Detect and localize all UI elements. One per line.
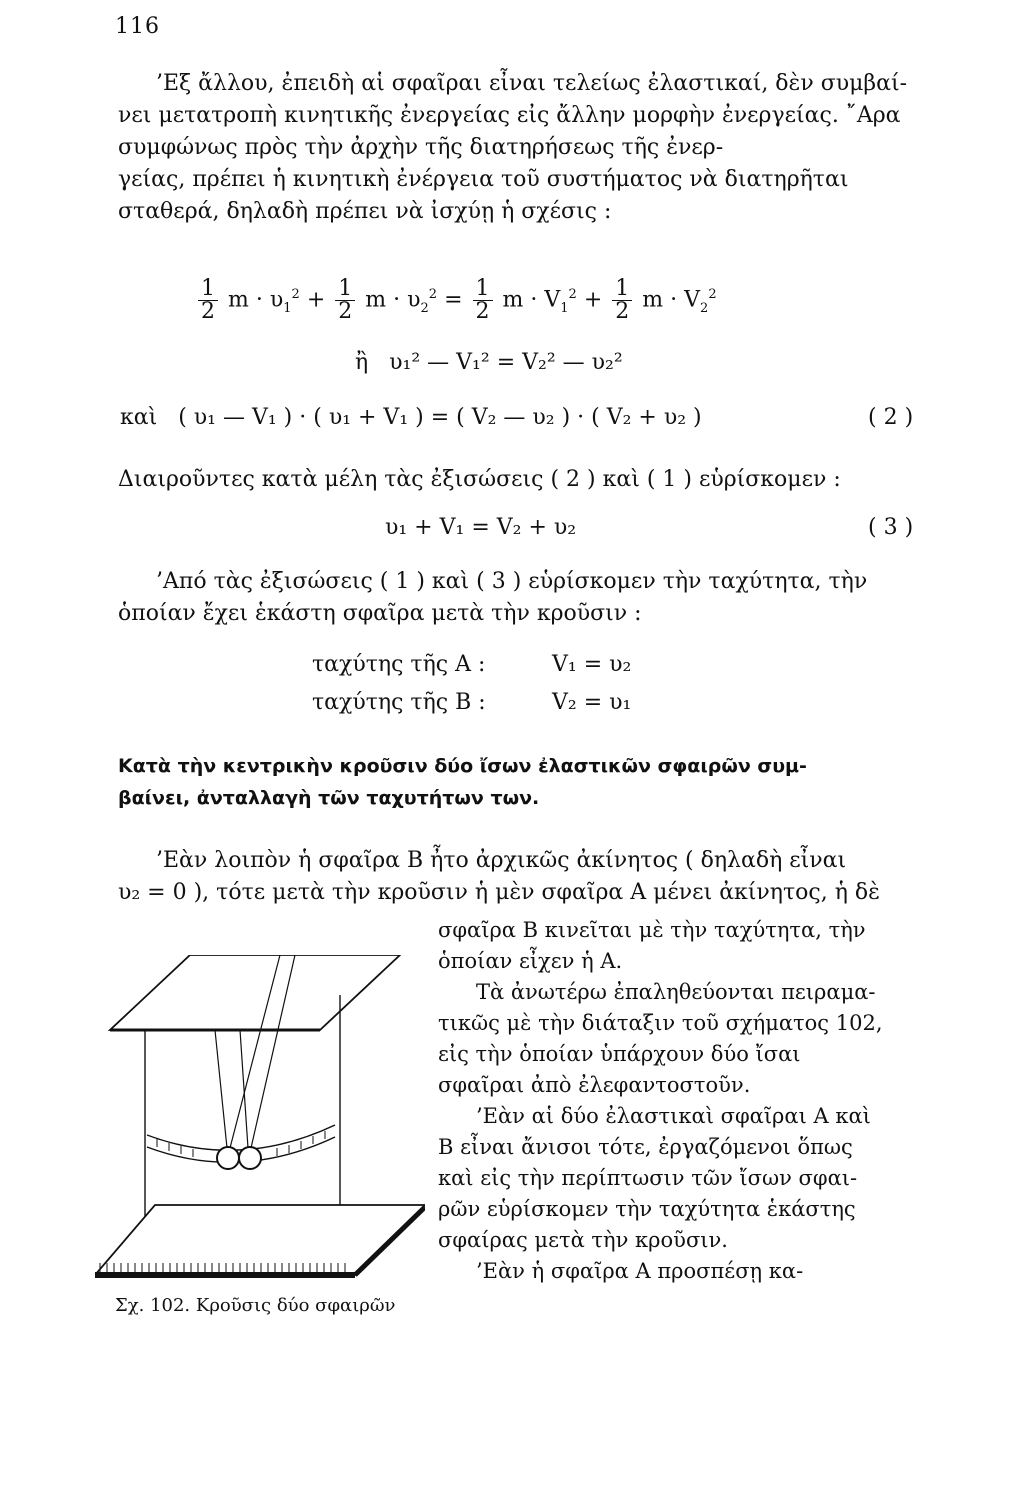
text-line: τικῶς μὲ τὴν διάταξιν τοῦ σχήματος 102, xyxy=(438,1011,883,1035)
sphere-a xyxy=(217,1147,239,1169)
text-line: υ₂ = 0 ), τότε μετὰ τὴν κροῦσιν ἡ μὲν σφαῖρα Α μένει ἀκίνητος, ἡ δὲ xyxy=(118,880,880,905)
text-line: ’Εὰν λοιπὸν ἡ σφαῖρα Β ἦτο ἀρχικῶς ἀκίνητος ( δηλαδὴ εἶναι xyxy=(156,848,847,873)
text-line: σφαῖραι ἀπὸ ἐλεφαντοστοῦν. xyxy=(438,1073,751,1097)
rule-statement xyxy=(118,750,923,814)
text-line: Τὰ ἀνωτέρω ἐπαληθεύονται πειραμα- xyxy=(476,980,876,1004)
figure-caption: Σχ. 102. Κροῦσις δύο σφαιρῶν xyxy=(115,1295,396,1316)
text-line: Β εἶναι ἄνισοι τότε, ἐργαζόμενοι ὅπως xyxy=(438,1135,853,1159)
equation-factored: καὶ ( υ₁ — V₁ ) · ( υ₁ + V₁ ) = ( V₂ — υ₂ ) · ( V₂ + υ₂ ) xyxy=(120,405,702,430)
text-line: σταθερά, δηλαδὴ πρέπει νὰ ἰσχύῃ ἡ σχέσις : xyxy=(118,199,612,224)
paragraph-stationary xyxy=(118,845,928,909)
equation-rearranged: ἢ υ₁² — V₁² = V₂² — υ₂² xyxy=(355,350,623,375)
scale-arc xyxy=(147,1125,335,1150)
text-line: ρῶν εὑρίσκομεν τὴν ταχύτητα ἑκάστης xyxy=(438,1197,856,1221)
text-line: εἰς τὴν ὁποίαν ὑπάρχουν δύο ἴσαι xyxy=(438,1042,801,1066)
paragraph-velocities xyxy=(118,566,928,630)
text-line: ὁποίαν ἔχει ἑκάστη σφαῖρα μετὰ τὴν κροῦσιν : xyxy=(118,601,642,626)
text-line: ὁποίαν εἶχεν ἡ Α. xyxy=(438,949,623,973)
pendulum-string xyxy=(215,1030,227,1148)
speed-a-value: V₁ = υ₂ xyxy=(552,652,632,677)
equation-energy: $\frac{1}{2}$ $m \cdot \upsilon_1^2$ + $\frac{1}{2}$ $m \cdot \upsilon_2^2$ = $\frac{1}{2}$ $m \cdot V_1^2$ + $\frac{1}{2}$ $m \cdot V_2^2$ xyxy=(195,278,717,323)
page-number: 116 xyxy=(115,14,160,39)
speed-b-label: ταχύτης τῆς Β : xyxy=(312,690,486,715)
speed-a-label: ταχύτης τῆς Α : xyxy=(312,652,486,677)
equation-tag-3: ( 3 ) xyxy=(868,515,914,540)
text-line: καὶ εἰς τὴν περίπτωσιν τῶν ἴσων σφαι- xyxy=(438,1166,858,1190)
speed-b-value: V₂ = υ₁ xyxy=(552,690,632,715)
text-line: ’Εξ ἄλλου, ἐπειδὴ αἱ σφαῖραι εἶναι τελείως ἐλαστικαί, δὲν συμβαί- xyxy=(156,71,908,96)
text-line: γείας, πρέπει ἡ κινητικὴ ἐνέργεια τοῦ συστήματος νὰ διατηρῆται xyxy=(118,167,849,192)
text-line: σφαῖρα Β κινεῖται μὲ τὴν ταχύτητα, τὴν xyxy=(438,918,866,942)
text-line: Κατὰ τὴν κεντρικὴν κροῦσιν δύο ἴσων ἐλαστικῶν σφαιρῶν συμ- xyxy=(118,755,807,777)
sphere-b xyxy=(239,1147,261,1169)
text-line: σφαίρας μετὰ τὴν κροῦσιν. xyxy=(438,1228,728,1252)
text-line: ’Από τὰς ἐξισώσεις ( 1 ) καὶ ( 3 ) εὑρίσκομεν τὴν ταχύτητα, τὴν xyxy=(156,569,868,594)
paragraph-energy xyxy=(118,68,928,228)
paragraph-divide: Διαιροῦντες κατὰ μέλη τὰς ἐξισώσεις ( 2 ) καὶ ( 1 ) εὑρίσκομεν : xyxy=(118,467,841,492)
suspension-plate xyxy=(110,955,400,1030)
equation-sum: υ₁ + V₁ = V₂ + υ₂ xyxy=(385,515,577,540)
text-line: συμφώνως πρὸς τὴν ἀρχὴν τῆς διατηρήσεως τῆς ἐνερ- xyxy=(118,135,724,160)
right-column-text xyxy=(438,915,923,1287)
text-line: ’Εὰν ἡ σφαῖρα Α προσπέσῃ κα- xyxy=(476,1259,804,1283)
text-line: ’Εὰν αἱ δύο ἐλαστικαὶ σφαῖραι Α καὶ xyxy=(476,1104,871,1128)
text-line: νει μετατροπὴ κινητικῆς ἐνεργείας εἰς ἄλλην μορφὴν ἐνεργείας. ῎Αρα xyxy=(118,103,901,128)
equation-tag-2: ( 2 ) xyxy=(868,405,914,430)
pendulum-string xyxy=(240,1030,248,1148)
text-line: βαίνει, ἀνταλλαγὴ τῶν ταχυτήτων των. xyxy=(118,787,540,809)
figure-102-collision-apparatus xyxy=(95,955,425,1285)
